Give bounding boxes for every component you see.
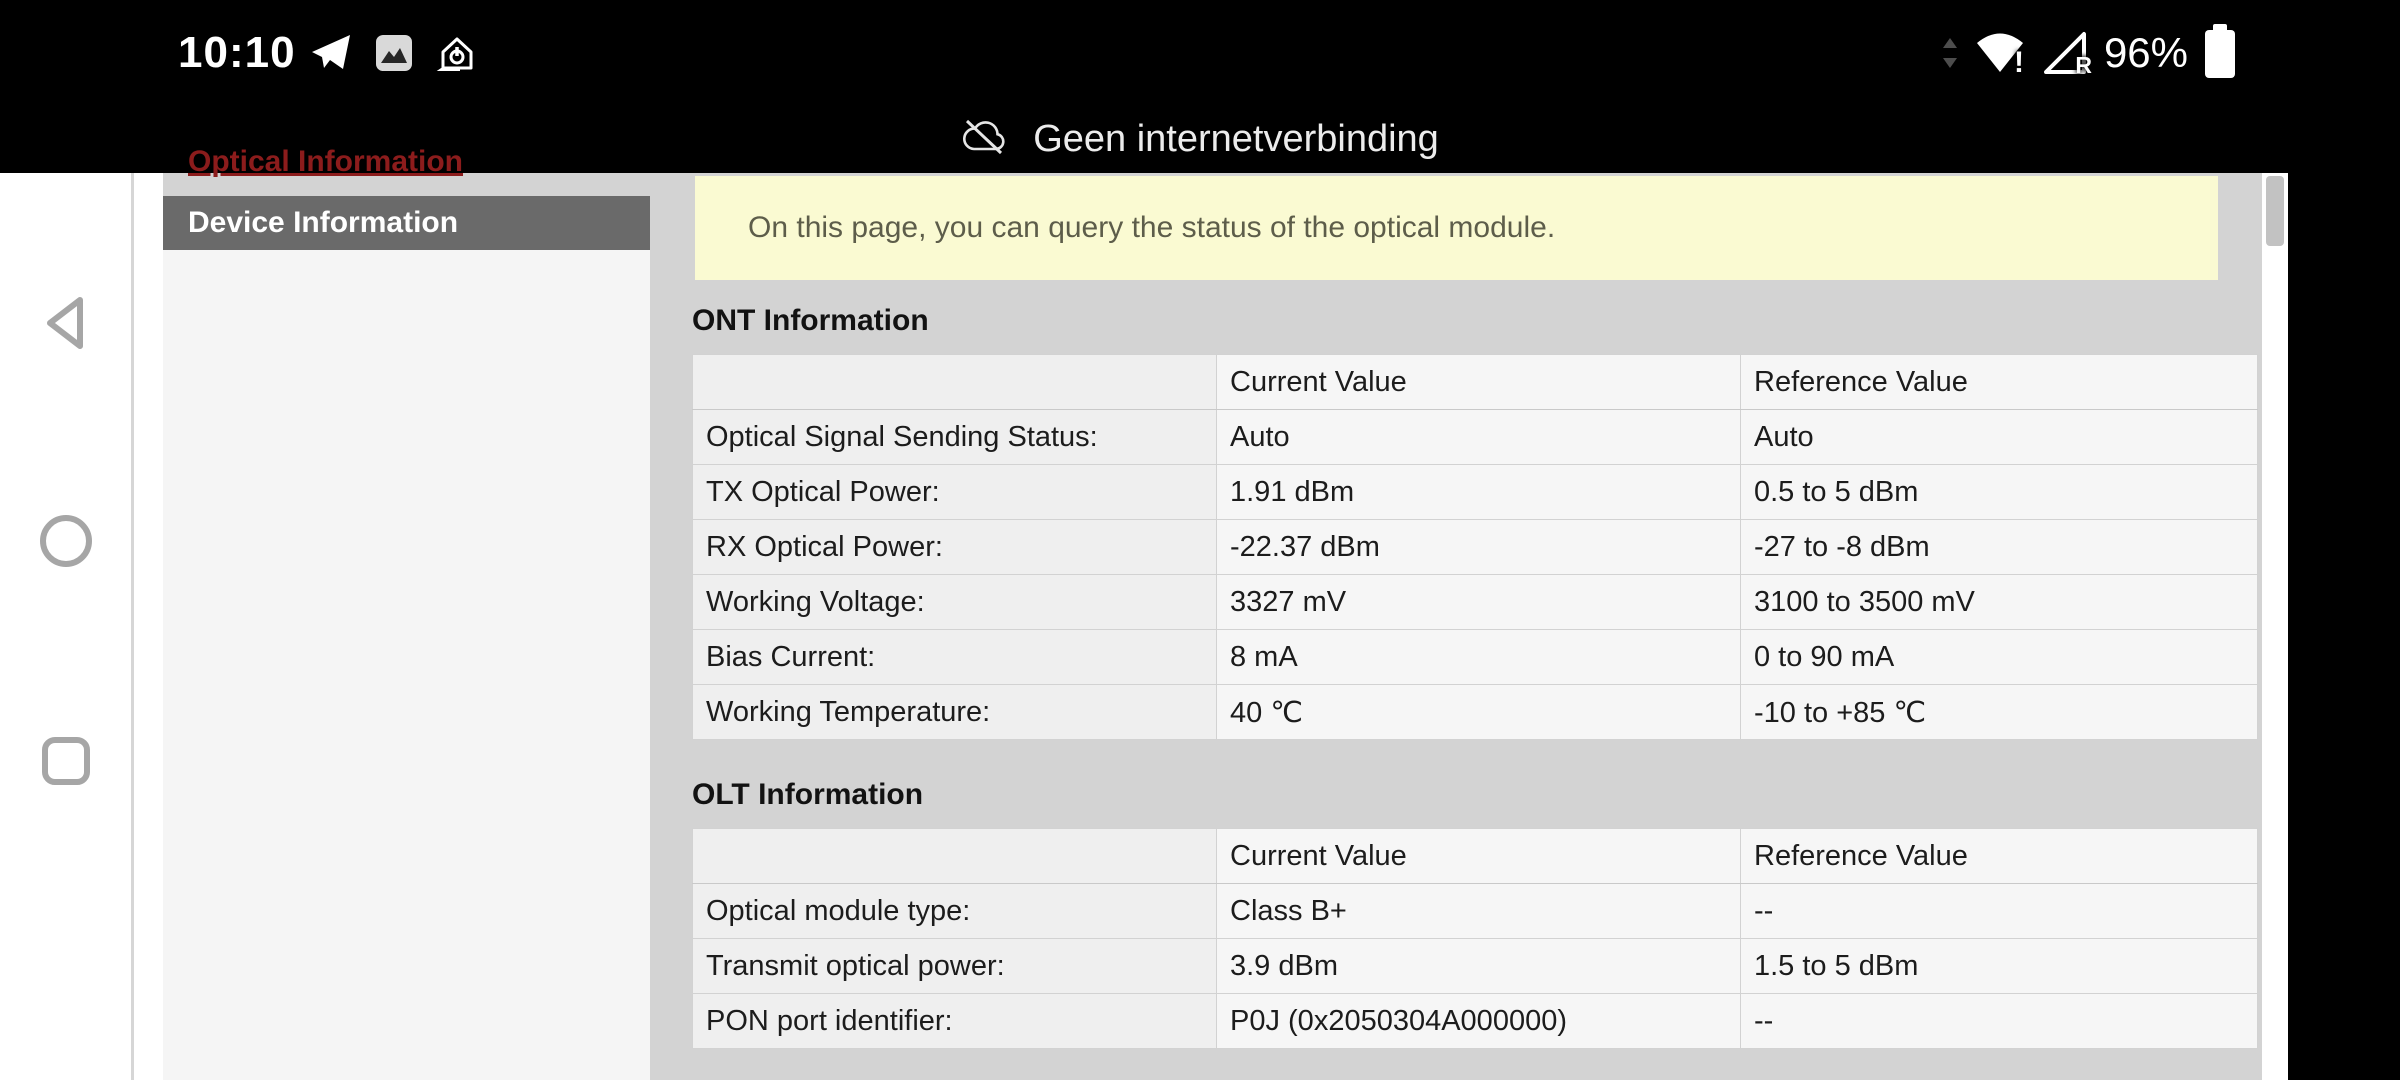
reference-value: 0.5 to 5 dBm xyxy=(1741,465,2258,520)
table-row xyxy=(693,410,2258,465)
current-value: 40 ℃ xyxy=(1217,685,1741,740)
sidebar-item-label: Device Information xyxy=(188,206,459,239)
current-value: 1.91 dBm xyxy=(1217,465,1741,520)
cloud-off-icon xyxy=(961,116,1007,163)
info-banner-text: On this page, you can query the status of the optical module. xyxy=(748,211,1556,244)
table-header-row xyxy=(693,355,2258,410)
info-table xyxy=(692,354,2258,740)
sidebar-item-device-information[interactable] xyxy=(163,196,650,250)
current-value: 8 mA xyxy=(1217,630,1741,685)
status-clock: 10:10 xyxy=(178,27,296,77)
current-value: Class B+ xyxy=(1217,884,1741,939)
sidebar-menu xyxy=(163,145,650,1080)
back-button[interactable] xyxy=(0,263,131,383)
row-label: PON port identifier: xyxy=(693,994,1217,1049)
section-title: ONT Information xyxy=(692,304,929,337)
current-value: P0J (0x2050304A000000) xyxy=(1217,994,1741,1049)
table-sections xyxy=(650,304,2262,1049)
table-row xyxy=(693,884,2258,939)
current-value: 3.9 dBm xyxy=(1217,939,1741,994)
table-row xyxy=(693,994,2258,1049)
info-table xyxy=(692,828,2258,1049)
current-value: 3327 mV xyxy=(1217,575,1741,630)
smart-home-icon xyxy=(436,32,478,74)
android-nav-bar xyxy=(0,173,131,1080)
gallery-icon xyxy=(374,33,414,73)
reference-value: Auto xyxy=(1741,410,2258,465)
reference-value: -- xyxy=(1741,884,2258,939)
recents-button[interactable] xyxy=(0,701,131,821)
wifi-no-internet-icon xyxy=(1974,30,2026,79)
row-label: Optical module type: xyxy=(693,884,1217,939)
reference-value: -10 to +85 ℃ xyxy=(1741,685,2258,740)
table-header-row xyxy=(693,829,2258,884)
reference-value: 1.5 to 5 dBm xyxy=(1741,939,2258,994)
notification-title: Geen internetverbinding xyxy=(1033,117,1439,160)
table-row xyxy=(693,939,2258,994)
row-label: Working Temperature: xyxy=(693,685,1217,740)
content-area xyxy=(650,173,2262,1080)
wifi-alert-badge: ! xyxy=(2013,45,2024,79)
battery-icon xyxy=(2204,24,2236,82)
network-arrows-icon xyxy=(1942,36,1958,70)
column-header: Reference Value xyxy=(1741,355,2258,410)
table-row xyxy=(693,630,2258,685)
column-header: Current Value xyxy=(1217,829,1741,884)
row-label: Bias Current: xyxy=(693,630,1217,685)
row-label: Transmit optical power: xyxy=(693,939,1217,994)
telegram-icon xyxy=(310,33,352,73)
table-row xyxy=(693,575,2258,630)
row-label: Optical Signal Sending Status: xyxy=(693,410,1217,465)
row-label: RX Optical Power: xyxy=(693,520,1217,575)
signal-roaming-icon xyxy=(2042,31,2092,78)
home-button[interactable] xyxy=(0,481,131,601)
current-value: -22.37 dBm xyxy=(1217,520,1741,575)
reference-value: 0 to 90 mA xyxy=(1741,630,2258,685)
status-bar xyxy=(0,0,2400,105)
reference-value: -27 to -8 dBm xyxy=(1741,520,2258,575)
back-triangle-icon xyxy=(40,294,92,352)
reference-value: -- xyxy=(1741,994,2258,1049)
info-banner xyxy=(695,176,2218,280)
row-label: Working Voltage: xyxy=(693,575,1217,630)
sidebar-item-optical-information[interactable] xyxy=(163,145,650,196)
column-header xyxy=(693,355,1217,410)
display-cutout-area xyxy=(2288,173,2400,1080)
page-left-margin xyxy=(134,173,163,1080)
scrollbar-track[interactable] xyxy=(2262,173,2288,1080)
roaming-badge: R xyxy=(2075,51,2092,78)
column-header: Current Value xyxy=(1217,355,1741,410)
row-label: TX Optical Power: xyxy=(693,465,1217,520)
recents-square-icon xyxy=(40,735,92,787)
table-row xyxy=(693,685,2258,740)
battery-percent: 96% xyxy=(2103,28,2188,76)
column-header: Reference Value xyxy=(1741,829,2258,884)
scrollbar-thumb[interactable] xyxy=(2266,176,2284,246)
home-circle-icon xyxy=(38,513,94,569)
table-row xyxy=(693,520,2258,575)
table-row xyxy=(693,465,2258,520)
column-header xyxy=(693,829,1217,884)
current-value: Auto xyxy=(1217,410,1741,465)
reference-value: 3100 to 3500 mV xyxy=(1741,575,2258,630)
sidebar-item-label: Optical Information xyxy=(188,145,464,178)
section-title: OLT Information xyxy=(692,778,924,811)
